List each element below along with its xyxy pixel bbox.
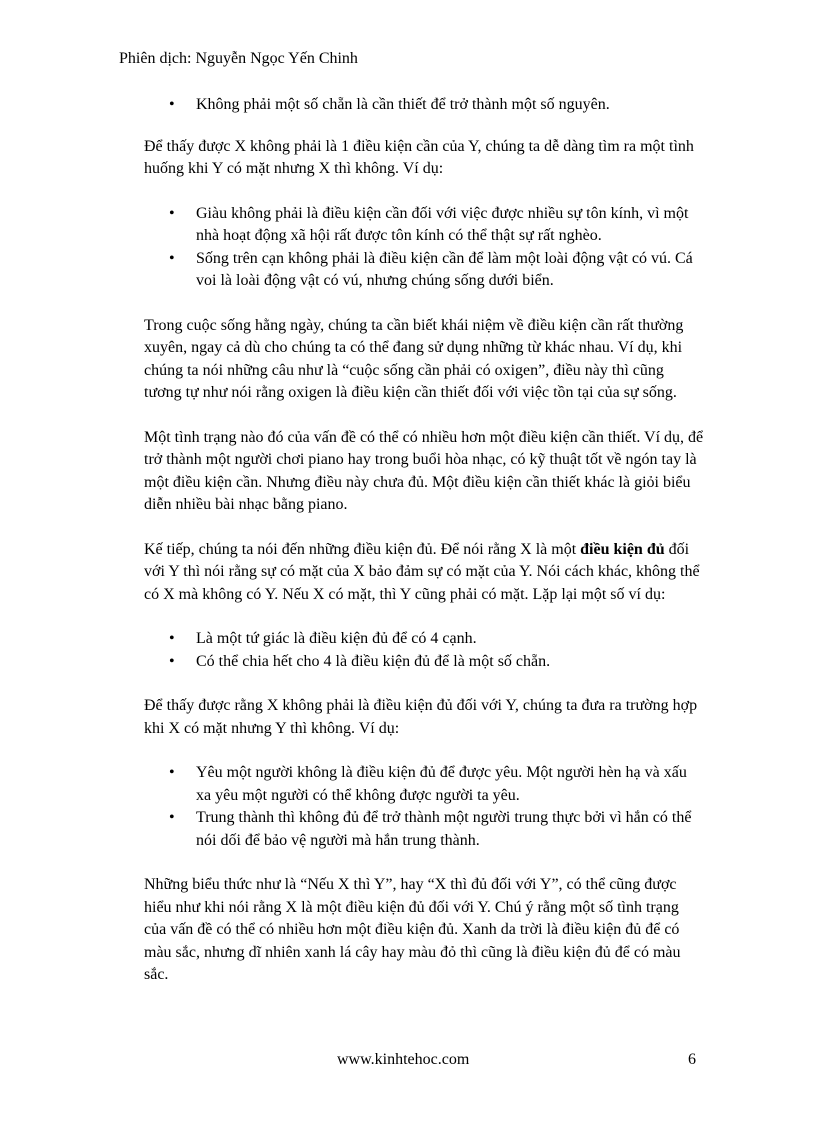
paragraph: Một tình trạng nào đó của vấn đề có thể có nhiều hơn một điều kiện cần thiết. Ví dụ, để trở thành một người chơi piano hay trong buổi hòa nhạc, có kỹ thuật tốt về ngón tay là một điều kiện cần. Nhưng điều này chưa đủ. Một điều kiện cần thiết khác là giỏi biểu diễn nhiều bài nhạc bằng piano. [144,428,704,513]
list-item-text: Trung thành thì không đủ để trở thành một người trung thực bởi vì hắn có thể nói dối để bảo vệ người mà hắn trung thành. [196,809,692,849]
list-item-text: Có thể chia hết cho 4 là điều kiện đủ để là một số chẵn. [196,652,551,670]
list-item [169,94,704,117]
paragraph: Những biểu thức như là “Nếu X thì Y”, hay “X thì đủ đối với Y”, có thể cũng được hiểu như khi nói rằng X là một điều kiện đủ đối với Y. Chú ý rằng một số tình trạng của vấn đề có thể có nhiều hơn một điều kiện đủ. Xanh da trời là điều kiện đủ để có màu sắc, nhưng dĩ nhiên xanh lá cây hay màu đỏ thì cũng là điều kiện đủ để có màu sắc. [144,876,681,983]
paragraph: Để thấy được rằng X không phải là điều kiện đủ đối với Y, chúng ta đưa ra trường hợp khi X có mặt nhưng Y thì không. Ví dụ: [144,697,698,737]
list-item-text: Là một tứ giác là điều kiện đủ để có 4 cạnh. [196,630,477,647]
bullet-icon: • [169,204,175,222]
paragraph [144,539,704,607]
list-item [169,651,704,674]
bullet-list [144,203,704,293]
page-number: 6 [688,1051,696,1068]
paragraph: Trong cuộc sống hằng ngày, chúng ta cần biết khái niệm về điều kiện cần rất thường xuyên, ngay cả dù cho chúng ta có thể đang sử dụng những từ khác nhau. Ví dụ, khi chúng ta nói những câu như là “cuộc sống cần phải có oxigen”, điều này thì cũng tương tự như nói rằng oxigen là điều kiện cần thiết đối với việc tồn tại của sự sống. [144,316,684,401]
list-item-text: Sống trên cạn không phải là điều kiện cần để làm một loài động vật có vú. Cá voi là loài động vật có vú, nhưng chúng sống dưới biển. [196,249,693,289]
document-body [144,94,704,1009]
paragraph: Để thấy được X không phải là 1 điều kiện cần của Y, chúng ta dễ dàng tìm ra một tình huống khi Y có mặt nhưng X thì không. Ví dụ: [144,137,694,177]
bullet-list [144,628,704,673]
list-item [169,762,704,807]
list-item [169,248,704,293]
bullet-list [144,762,704,852]
bold-term: điều kiện đủ [580,540,665,558]
bullet-icon: • [169,96,175,113]
bullet-list [144,94,704,117]
list-item-text: Yêu một người không là điều kiện đủ để được yêu. Một người hèn hạ và xấu xa yêu một người có thể không được người ta yêu. [196,764,687,804]
list-item-text: Giàu không phải là điều kiện cần đối với việc được nhiều sự tôn kính, vì một nhà hoạt động xã hội rất được tôn kính có thể thật sự rất nghèo. [196,204,689,244]
list-item [169,628,704,651]
paragraph-text: Kế tiếp, chúng ta nói đến những điều kiện đủ. Để nói rằng X là một [144,540,581,558]
list-item-text: Không phải một số chẵn là cần thiết để trở thành một số nguyên. [196,96,610,113]
paragraph-text: đối với Y thì nói rằng sự có mặt của X bảo đảm sự có mặt của Y. Nói cách khác, không thể có X mà không có Y. Nếu X có mặt, thì Y cũng phải có mặt. Lặp lại một số ví dụ: [144,540,700,603]
bullet-icon: • [169,652,175,670]
list-item [169,203,704,248]
footer-url: www.kinhtehoc.com [337,1051,470,1068]
bullet-icon: • [169,249,175,267]
bullet-icon: • [169,630,175,647]
bullet-icon: • [169,764,175,781]
bullet-icon: • [169,809,175,826]
page-header-translator: Phiên dịch: Nguyễn Ngọc Yến Chinh [119,50,358,67]
list-item [169,807,704,852]
